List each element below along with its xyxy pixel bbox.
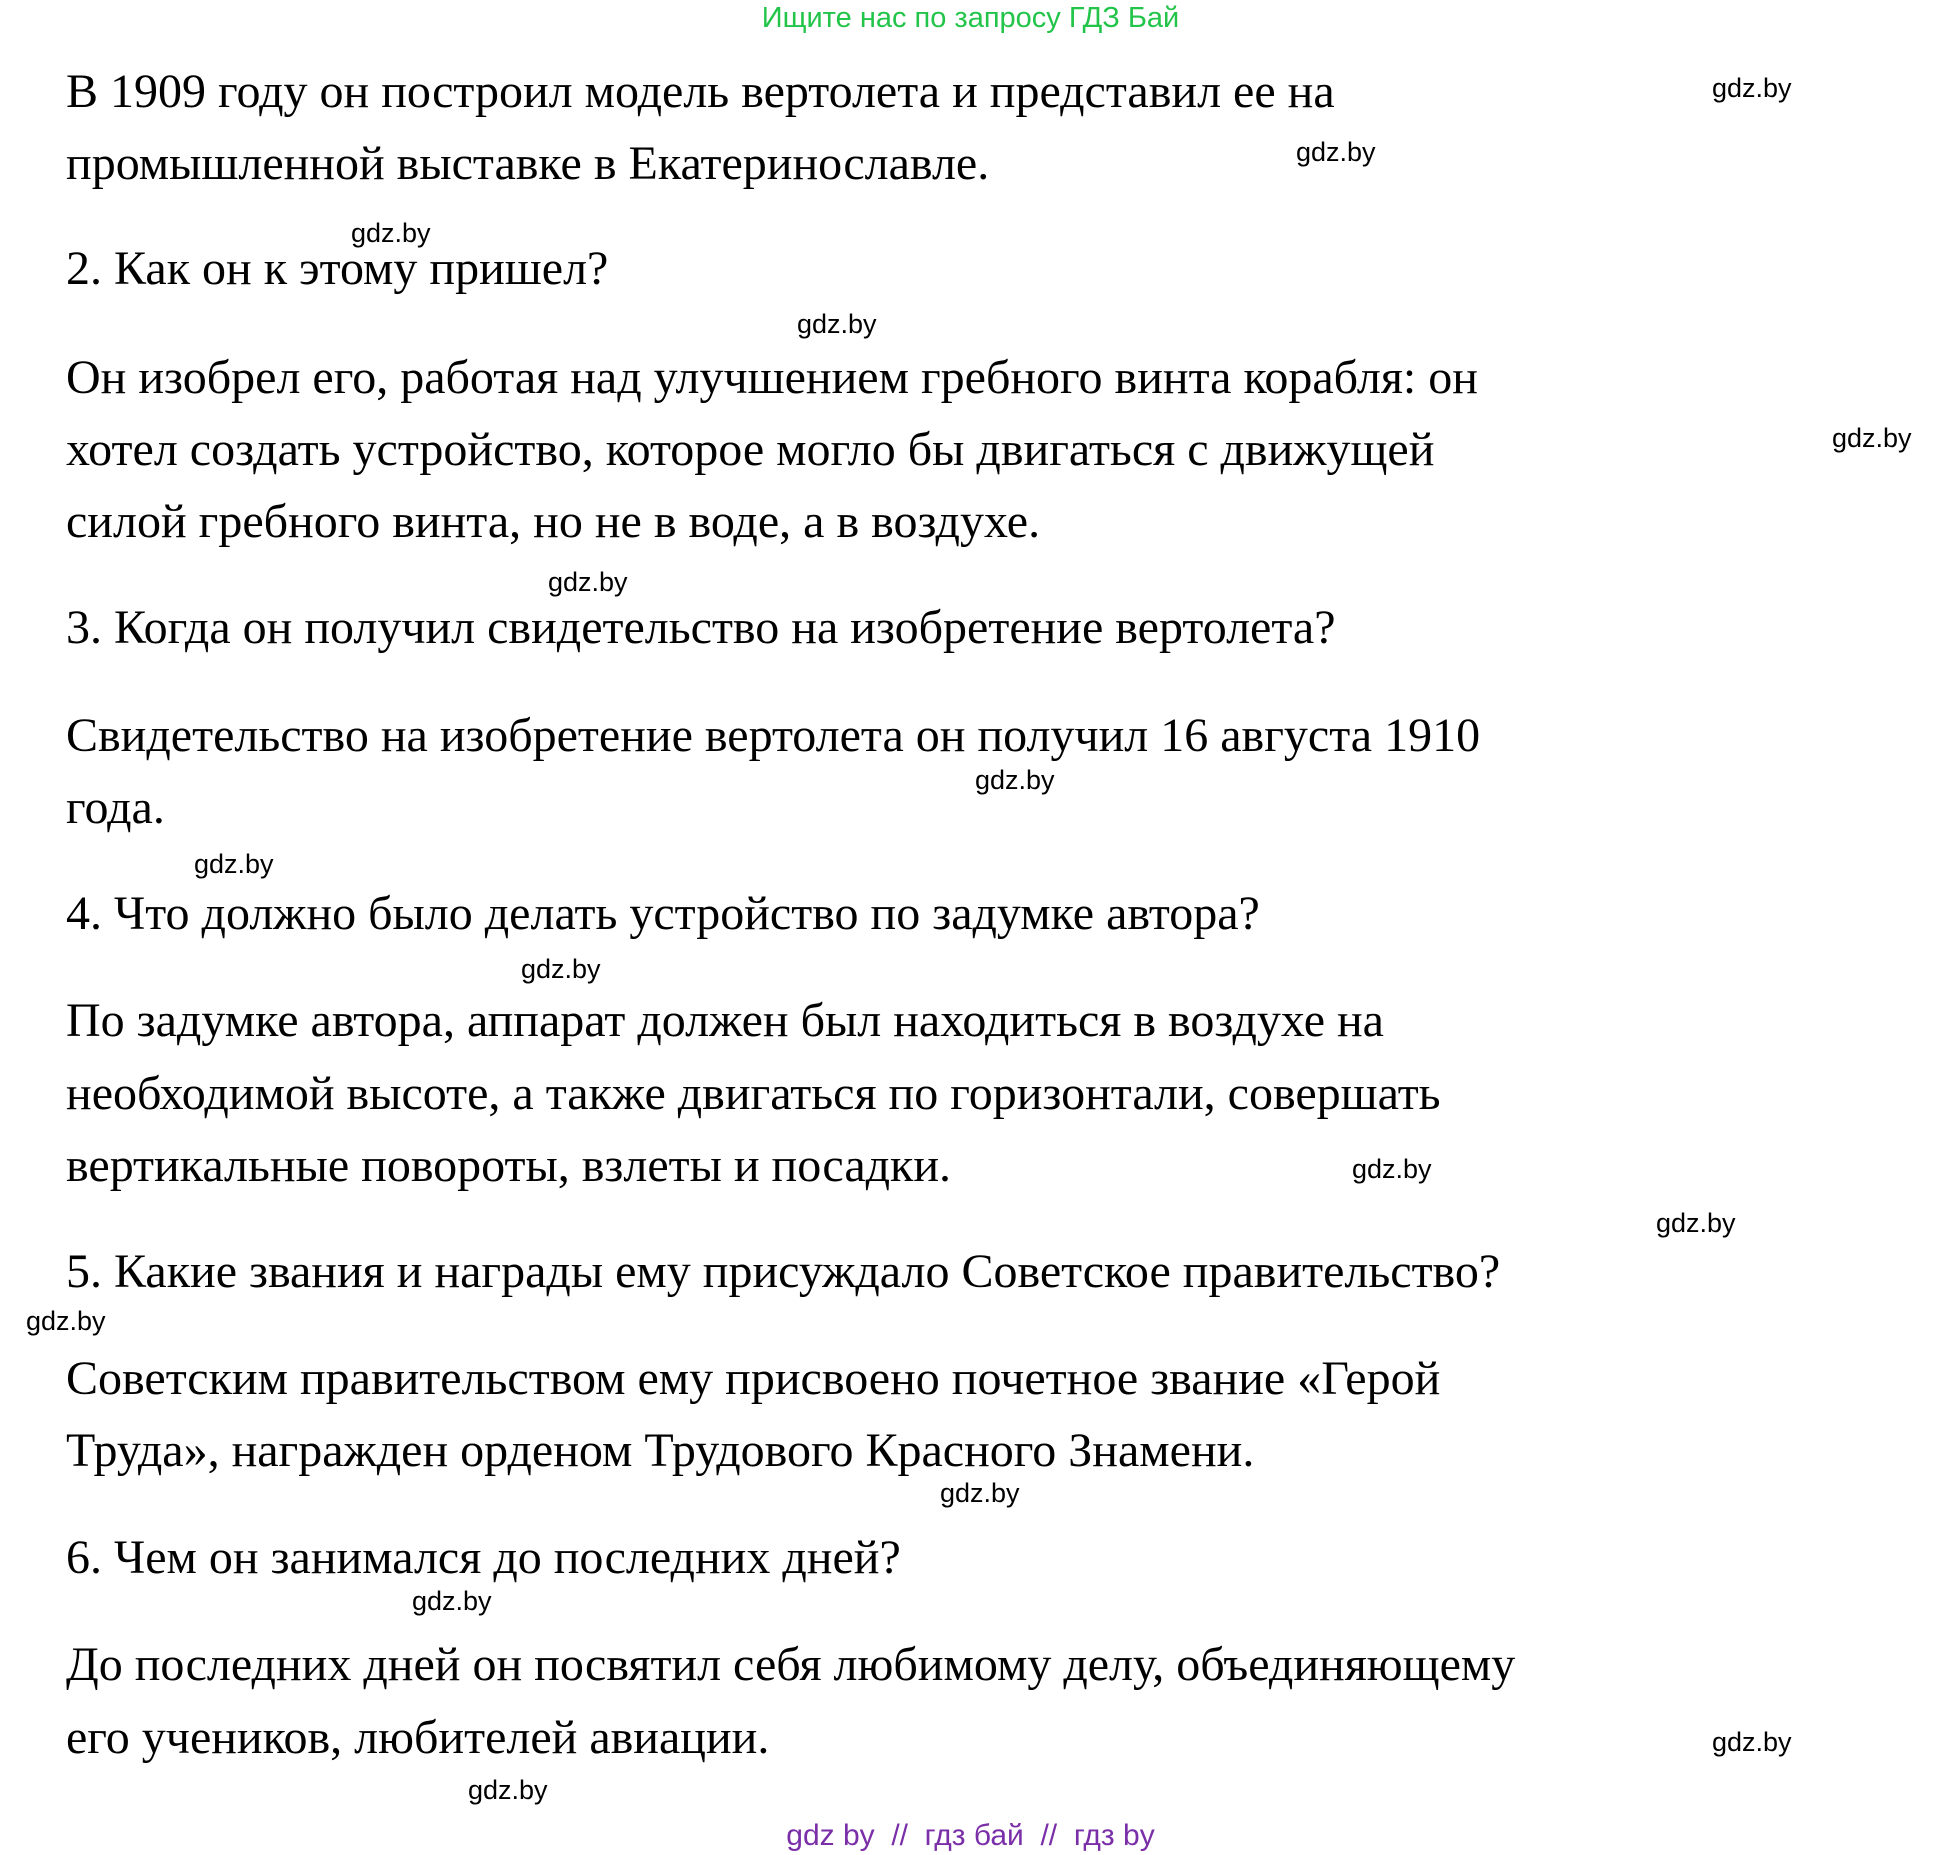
watermark: gdz.by [1296, 137, 1376, 167]
header-text: Ищите нас по запросу ГДЗ Бай [761, 2, 1180, 34]
answer-line: необходимой высоте, а также двигаться по горизонтали, совершать [66, 1067, 1441, 1120]
question-4: 4. Что должно было делать устройство по задумке автора? [66, 887, 1260, 940]
answer-line: вертикальные повороты, взлеты и посадки. [66, 1139, 952, 1192]
watermark: gdz.by [548, 567, 628, 597]
watermark: gdz.by [26, 1306, 106, 1336]
paragraph-line: В 1909 году он построил модель вертолета и представил ее на [66, 65, 1335, 118]
question-2: 2. Как он к этому пришел? [66, 242, 609, 295]
question-5: 5. Какие звания и награды ему присуждало Советское правительство? [66, 1245, 1501, 1298]
question-3: 3. Когда он получил свидетельство на изобретение вертолета? [66, 601, 1336, 654]
watermark: gdz.by [194, 849, 274, 879]
answer-line: года. [66, 781, 165, 834]
watermark: gdz.by [797, 309, 877, 339]
watermark: gdz.by [1712, 73, 1792, 103]
answer-line: По задумке автора, аппарат должен был находиться в воздухе на [66, 994, 1384, 1047]
answer-line: Он изобрел его, работая над улучшением гребного винта корабля: он [66, 351, 1478, 404]
watermark: gdz.by [468, 1775, 548, 1805]
watermark: gdz.by [1712, 1727, 1792, 1757]
watermark: gdz.by [940, 1478, 1020, 1508]
question-6: 6. Чем он занимался до последних дней? [66, 1531, 901, 1584]
watermark: gdz.by [975, 765, 1055, 795]
watermark: gdz.by [521, 954, 601, 984]
watermark: gdz.by [351, 218, 431, 248]
watermark: gdz.by [1656, 1208, 1736, 1238]
footer-banner [0, 1818, 1941, 1854]
answer-line: Советским правительством ему присвоено почетное звание «Герой [66, 1352, 1441, 1405]
footer-text: gdz by // гдз бай // гдз by [786, 1819, 1155, 1852]
answer-line: силой гребного винта, но не в воде, а в воздухе. [66, 495, 1041, 548]
header-banner [0, 0, 1941, 36]
answer-line: хотел создать устройство, которое могло бы двигаться с движущей [66, 423, 1435, 476]
answer-line: До последних дней он посвятил себя любимому делу, объединяющему [66, 1638, 1516, 1691]
watermark: gdz.by [1832, 423, 1912, 453]
watermark: gdz.by [412, 1586, 492, 1616]
paragraph-line: промышленной выставке в Екатеринославле. [66, 137, 990, 190]
answer-line: Свидетельство на изобретение вертолета он получил 16 августа 1910 [66, 709, 1481, 762]
watermark: gdz.by [1352, 1154, 1432, 1184]
answer-line: Труда», награжден орденом Трудового Красного Знамени. [66, 1424, 1255, 1477]
answer-line: его учеников, любителей авиации. [66, 1711, 770, 1764]
